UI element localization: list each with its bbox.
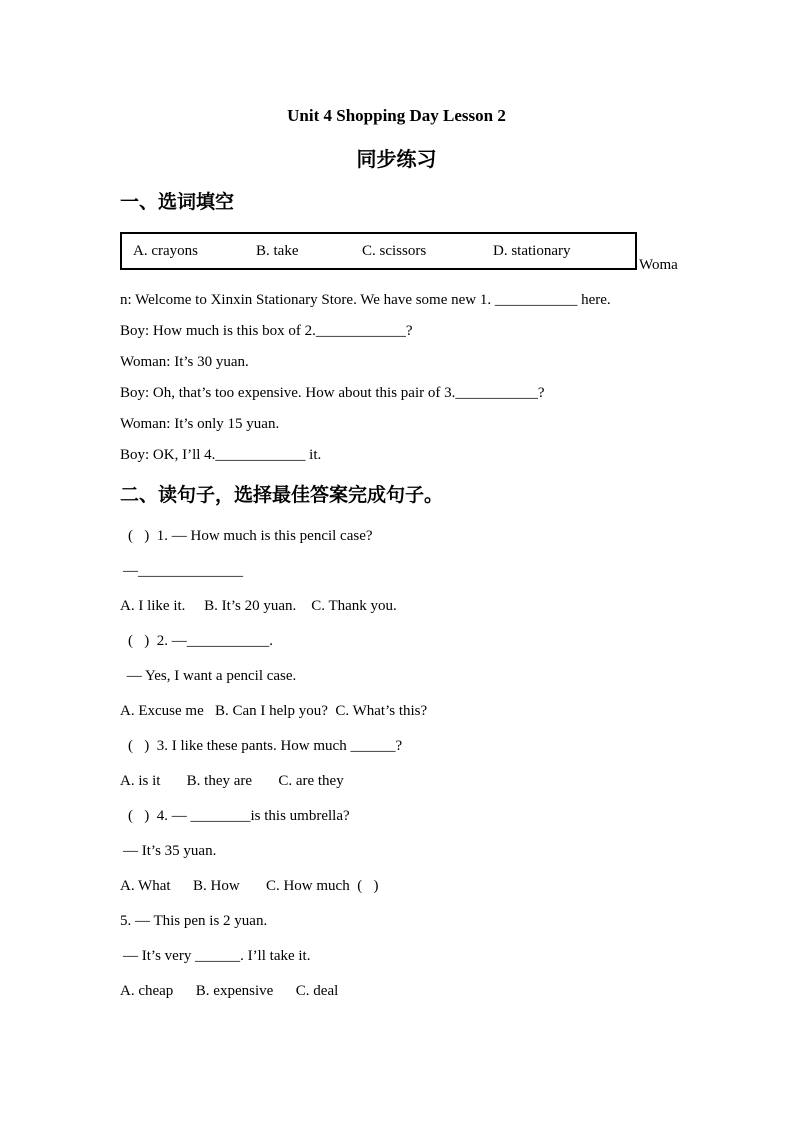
section1-heading: 一、选词填空 [120, 191, 235, 213]
word-bank-option-a: A. crayons [133, 242, 198, 259]
exercise-line: ( ) 4. — ________is this umbrella? [128, 808, 350, 824]
exercise-line: A. is it B. they are C. are they [120, 773, 344, 789]
exercise-line: A. What B. How C. How much ( ) [120, 878, 379, 894]
overflow-word: Woma [639, 257, 678, 273]
exercise-line: 5. — This pen is 2 yuan. [120, 913, 268, 929]
exercise-line: A. cheap B. expensive C. deal [120, 983, 339, 999]
dialog-line: Woman: It’s only 15 yuan. [120, 416, 280, 432]
exercise-line: A. Excuse me B. Can I help you? C. What’s this? [120, 703, 428, 719]
dialog-line: Woman: It’s 30 yuan. [120, 354, 249, 370]
word-bank-option-c: C. scissors [362, 242, 427, 259]
dialog-line: Boy: How much is this box of 2.____________? [120, 323, 413, 339]
exercise-line: A. I like it. B. It’s 20 yuan. C. Thank you. [120, 598, 397, 614]
exercise-line: ( ) 1. — How much is this pencil case? [128, 528, 373, 544]
dialog-line: n: Welcome to Xinxin Stationary Store. We have some new 1. ___________ here. [120, 292, 611, 308]
exercise-line: ( ) 3. I like these pants. How much ______? [128, 738, 403, 754]
exercise-line: — It’s 35 yuan. [123, 843, 217, 859]
dialog-line: Boy: OK, I’ll 4.____________ it. [120, 447, 322, 463]
section2-heading: 二、读句子，选择最佳答案完成句子。 [120, 484, 444, 506]
page-subtitle: 同步练习 [356, 147, 437, 171]
dialog-line: Boy: Oh, that’s too expensive. How about this pair of 3.___________? [120, 385, 545, 401]
word-bank-row [120, 232, 678, 273]
exercise-line: — Yes, I want a pencil case. [123, 668, 297, 684]
exercise-line: — It’s very ______. I’ll take it. [123, 948, 311, 964]
exercise-line: ( ) 2. —___________. [128, 633, 273, 649]
word-bank-box [120, 232, 637, 270]
exercise-line: —______________ [123, 563, 243, 579]
word-bank-option-b: B. take [256, 242, 299, 259]
word-bank-option-d: D. stationary [493, 242, 571, 259]
page-title: Unit 4 Shopping Day Lesson 2 [287, 106, 506, 125]
